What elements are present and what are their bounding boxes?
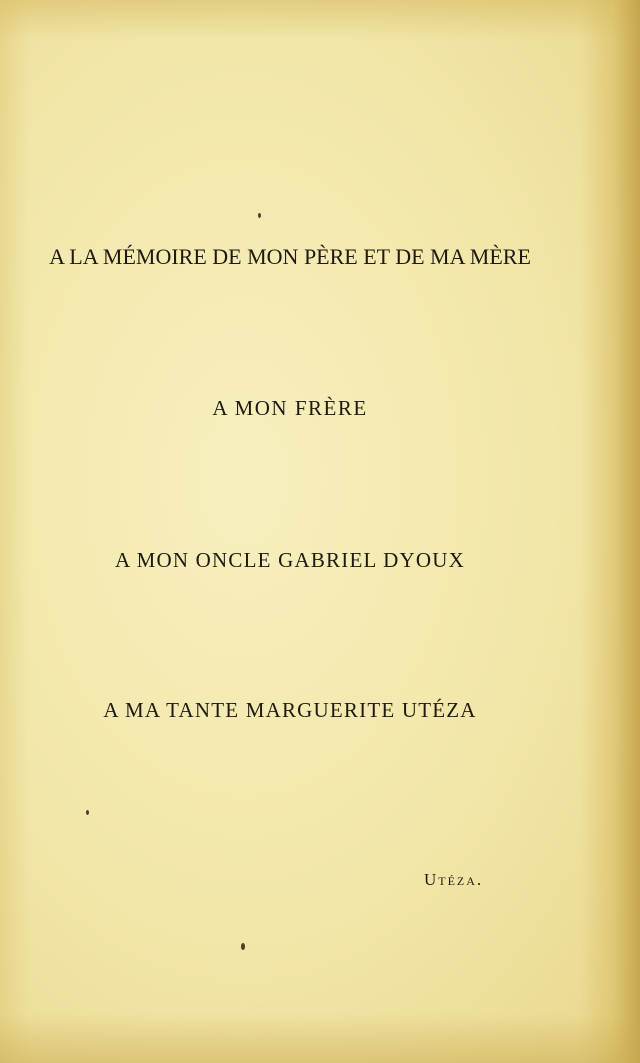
page-edge-shading-right <box>580 0 640 1063</box>
dedication-line-uncle: A MON ONCLE GABRIEL DYOUX <box>114 548 466 572</box>
paper-speck <box>241 943 245 950</box>
dedication-line-brother: A MON FRÈRE <box>212 396 368 420</box>
paper-speck <box>86 810 89 815</box>
paper-speck <box>258 213 261 218</box>
dedication-line-aunt: A MA TANTE MARGUERITE UTÉZA <box>103 698 477 722</box>
page-edge-shading-left <box>0 0 30 1063</box>
dedication-line-parents: A LA MÉMOIRE DE MON PÈRE ET DE MA MÈRE <box>49 244 531 269</box>
author-signature: Utéza. <box>424 870 484 889</box>
page-edge-shading-bottom <box>0 1013 640 1063</box>
page-edge-shading-top <box>0 0 640 40</box>
